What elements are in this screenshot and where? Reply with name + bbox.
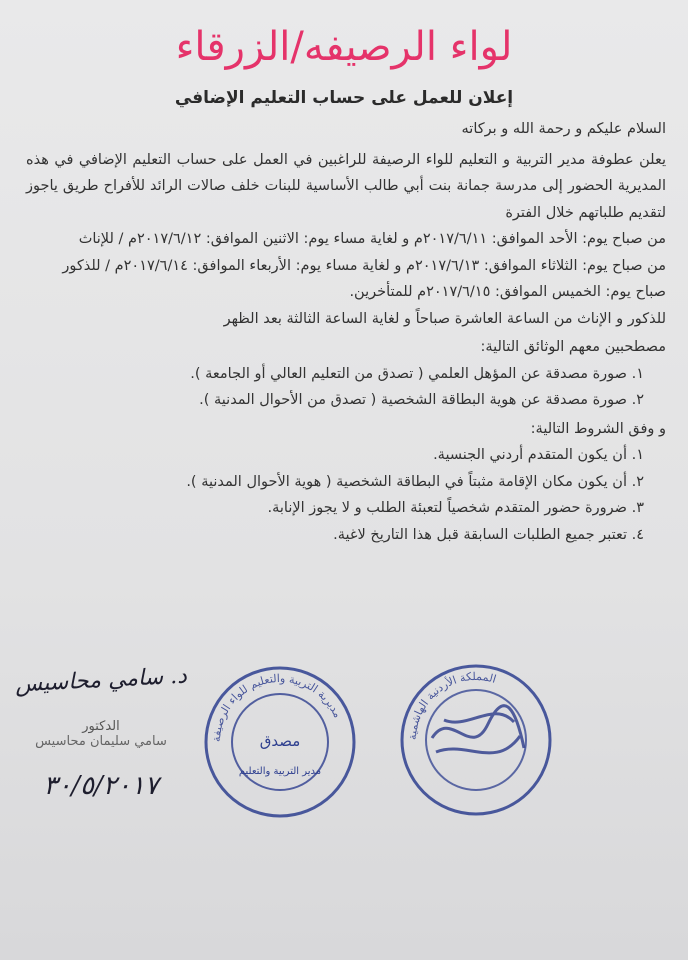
list-item: ٤. تعتبر جميع الطلبات السابقة قبل هذا التاريخ لاغية. <box>333 526 644 543</box>
list-item: ١. صورة مصدقة عن المؤهل العلمي ( تصدق من التعليم العالي أو الجامعة ). <box>190 365 644 382</box>
directorate-stamp-ring-text: مديرية التربية والتعليم للواء الرصيفة <box>209 671 345 743</box>
paragraph-hours: للذكور و الإناث من الساعة العاشرة صباحاً و لغاية الساعة الثالثة بعد الظهر <box>223 310 666 327</box>
conditions-label: و وفق الشروط التالية: <box>530 420 666 437</box>
list-item: ١. أن يكون المتقدم أردني الجنسية. <box>433 447 644 463</box>
list-item: ٢. أن يكون مكان الإقامة مثبتاً في البطاقة الشخصية ( هوية الأحوال المدنية ). <box>186 473 644 490</box>
paragraph-latecomers: صباح يوم: الخميس الموافق: ٢٠١٧/٦/١٥م للمتأخرين. <box>349 284 666 300</box>
kingdom-stamp-icon <box>396 660 556 820</box>
documents-label: مصطحبين معهم الوثائق التالية: <box>480 339 666 355</box>
directorate-stamp-bottom: مدير التربية والتعليم <box>238 766 322 777</box>
directorate-stamp-icon <box>200 662 360 822</box>
paragraph-intro: يعلن عطوفة مدير التربية و التعليم للواء الرصيفة للراغبين في العمل على حساب التعليم الإضافي في هذه المديرية الحضور إلى مدرسة جمانة بنت أبي طالب الأساسية للبنات خلف صالات الرائد للأفراح طريق ياجوز لتقديم طلباتهم خلال الفترة <box>26 151 666 221</box>
signature-block <box>6 663 196 801</box>
handwritten-signature: د. سامي محاسيس <box>14 663 188 698</box>
paragraph-period-females: من صباح يوم: الأحد الموافق: ٢٠١٧/٦/١١م و لغاية مساء يوم: الاثنين الموافق: ٢٠١٧/٦/١٢م / للإناث <box>78 231 666 247</box>
handwritten-date: ٣٠/٥/٢٠١٧ <box>43 771 159 801</box>
document-title: إعلان للعمل على حساب التعليم الإضافي <box>174 88 514 108</box>
signatory-name: سامي سليمان محاسيس <box>35 734 167 749</box>
kingdom-stamp-ring-text: المملكة الأردنية الهاشمية <box>405 669 498 741</box>
directorate-stamp <box>200 662 360 822</box>
document-body <box>26 116 666 548</box>
list-item: ٢. صورة مصدقة عن هوية البطاقة الشخصية ( تصدق من الأحوال المدنية ). <box>199 392 644 408</box>
documents-list <box>26 361 666 414</box>
paragraph-period-males: من صباح يوم: الثلاثاء الموافق: ٢٠١٧/٦/١٣م و لغاية مساء يوم: الأربعاء الموافق: ٢٠١٧/٦/١٤م / للذكور <box>62 257 666 274</box>
scribble-signature-icon <box>432 706 524 753</box>
headline: لواء الرصيفه/الزرقاء <box>175 24 513 70</box>
directorate-stamp-center: مصدق <box>259 732 301 750</box>
greeting: السلام عليكم و رحمة الله و بركاته <box>461 121 666 137</box>
list-item: ٣. ضرورة حضور المتقدم شخصياً لتعبئة الطلب و لا يجوز الإنابة. <box>267 500 644 516</box>
signatory-title: الدكتور <box>82 719 120 734</box>
conditions-list <box>26 442 666 548</box>
kingdom-stamp <box>396 660 556 820</box>
